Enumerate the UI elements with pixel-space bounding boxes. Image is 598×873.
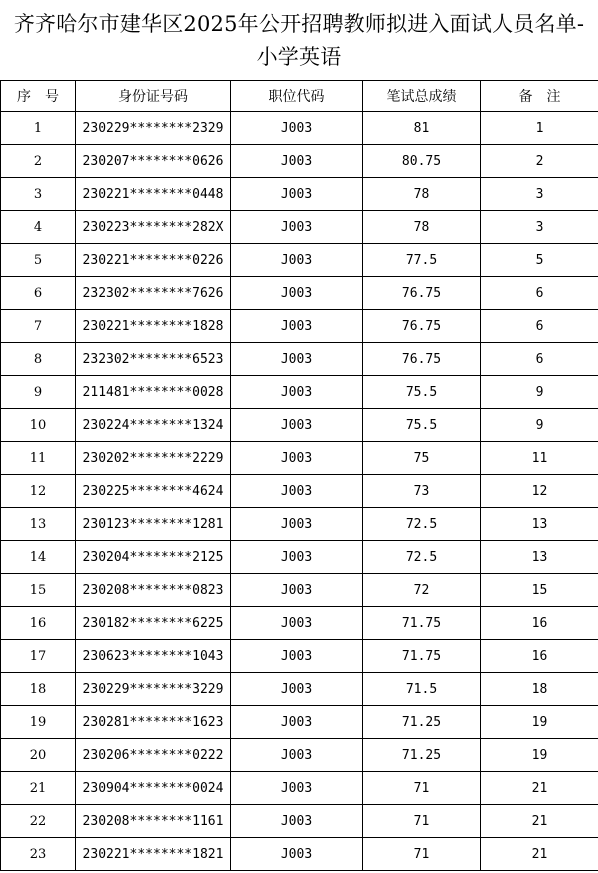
cell-seq: 6 (1, 277, 76, 310)
cell-written-score: 75 (363, 442, 481, 475)
cell-id-number: 230202********2229 (76, 442, 231, 475)
cell-remarks: 3 (481, 211, 598, 244)
cell-written-score: 71.25 (363, 739, 481, 772)
cell-remarks: 15 (481, 574, 598, 607)
document-title: 齐齐哈尔市建华区2025年公开招聘教师拟进入面试人员名单-小学英语 (13, 12, 585, 69)
cell-written-score: 78 (363, 211, 481, 244)
cell-seq: 4 (1, 211, 76, 244)
cell-seq: 16 (1, 607, 76, 640)
cell-written-score: 71 (363, 838, 481, 871)
cell-seq: 17 (1, 640, 76, 673)
cell-remarks: 6 (481, 310, 598, 343)
cell-seq: 14 (1, 541, 76, 574)
table-row (1, 706, 598, 739)
header-id-number: 身份证号码 (76, 81, 231, 112)
cell-position-code: J003 (231, 145, 363, 178)
cell-seq: 9 (1, 376, 76, 409)
cell-written-score: 71.75 (363, 607, 481, 640)
candidate-table (0, 80, 598, 871)
cell-written-score: 71 (363, 805, 481, 838)
cell-remarks: 6 (481, 277, 598, 310)
cell-position-code: J003 (231, 178, 363, 211)
cell-position-code: J003 (231, 739, 363, 772)
cell-seq: 13 (1, 508, 76, 541)
cell-remarks: 12 (481, 475, 598, 508)
header-written-score: 笔试总成绩 (363, 81, 481, 112)
cell-remarks: 6 (481, 343, 598, 376)
cell-seq: 20 (1, 739, 76, 772)
cell-id-number: 230208********0823 (76, 574, 231, 607)
cell-seq: 15 (1, 574, 76, 607)
table-row (1, 409, 598, 442)
cell-position-code: J003 (231, 673, 363, 706)
cell-written-score: 76.75 (363, 310, 481, 343)
cell-id-number: 230207********0626 (76, 145, 231, 178)
table-row (1, 805, 598, 838)
cell-position-code: J003 (231, 475, 363, 508)
cell-id-number: 232302********7626 (76, 277, 231, 310)
cell-written-score: 73 (363, 475, 481, 508)
cell-id-number: 230281********1623 (76, 706, 231, 739)
cell-position-code: J003 (231, 508, 363, 541)
cell-id-number: 230229********2329 (76, 112, 231, 145)
table-row (1, 673, 598, 706)
cell-remarks: 11 (481, 442, 598, 475)
cell-written-score: 81 (363, 112, 481, 145)
cell-id-number: 230206********0222 (76, 739, 231, 772)
cell-id-number: 230123********1281 (76, 508, 231, 541)
cell-remarks: 21 (481, 805, 598, 838)
cell-remarks: 16 (481, 607, 598, 640)
header-position-code: 职位代码 (231, 81, 363, 112)
table-row (1, 574, 598, 607)
cell-written-score: 71 (363, 772, 481, 805)
cell-written-score: 72.5 (363, 541, 481, 574)
table-row (1, 178, 598, 211)
cell-written-score: 76.75 (363, 343, 481, 376)
table-row (1, 739, 598, 772)
cell-seq: 21 (1, 772, 76, 805)
cell-position-code: J003 (231, 211, 363, 244)
header-seq: 序 号 (1, 81, 76, 112)
cell-seq: 10 (1, 409, 76, 442)
cell-remarks: 9 (481, 376, 598, 409)
cell-remarks: 21 (481, 838, 598, 871)
cell-seq: 2 (1, 145, 76, 178)
table-row (1, 310, 598, 343)
cell-seq: 19 (1, 706, 76, 739)
cell-seq: 18 (1, 673, 76, 706)
table-row (1, 607, 598, 640)
table-row (1, 475, 598, 508)
cell-id-number: 230904********0024 (76, 772, 231, 805)
cell-remarks: 13 (481, 541, 598, 574)
cell-remarks: 21 (481, 772, 598, 805)
cell-position-code: J003 (231, 244, 363, 277)
cell-remarks: 16 (481, 640, 598, 673)
cell-seq: 5 (1, 244, 76, 277)
cell-position-code: J003 (231, 409, 363, 442)
cell-written-score: 71.5 (363, 673, 481, 706)
cell-id-number: 230229********3229 (76, 673, 231, 706)
cell-written-score: 78 (363, 178, 481, 211)
cell-seq: 11 (1, 442, 76, 475)
cell-position-code: J003 (231, 541, 363, 574)
cell-id-number: 230182********6225 (76, 607, 231, 640)
cell-remarks: 19 (481, 706, 598, 739)
table-row (1, 442, 598, 475)
cell-id-number: 230623********1043 (76, 640, 231, 673)
cell-written-score: 72 (363, 574, 481, 607)
table-row (1, 640, 598, 673)
table-row (1, 244, 598, 277)
cell-seq: 22 (1, 805, 76, 838)
cell-position-code: J003 (231, 310, 363, 343)
table-row (1, 508, 598, 541)
cell-position-code: J003 (231, 574, 363, 607)
cell-written-score: 71.75 (363, 640, 481, 673)
cell-remarks: 3 (481, 178, 598, 211)
cell-remarks: 9 (481, 409, 598, 442)
cell-position-code: J003 (231, 805, 363, 838)
cell-id-number: 230221********1828 (76, 310, 231, 343)
table-body (1, 112, 598, 871)
cell-seq: 8 (1, 343, 76, 376)
cell-id-number: 230223********282X (76, 211, 231, 244)
cell-remarks: 5 (481, 244, 598, 277)
cell-written-score: 77.5 (363, 244, 481, 277)
table-row (1, 112, 598, 145)
cell-position-code: J003 (231, 343, 363, 376)
cell-id-number: 211481********0028 (76, 376, 231, 409)
cell-written-score: 76.75 (363, 277, 481, 310)
table-row (1, 277, 598, 310)
cell-position-code: J003 (231, 442, 363, 475)
cell-written-score: 72.5 (363, 508, 481, 541)
cell-written-score: 71.25 (363, 706, 481, 739)
table-row (1, 772, 598, 805)
cell-id-number: 230224********1324 (76, 409, 231, 442)
cell-seq: 3 (1, 178, 76, 211)
table-row (1, 145, 598, 178)
cell-seq: 7 (1, 310, 76, 343)
cell-id-number: 230204********2125 (76, 541, 231, 574)
cell-remarks: 18 (481, 673, 598, 706)
cell-seq: 23 (1, 838, 76, 871)
cell-written-score: 75.5 (363, 409, 481, 442)
table-row (1, 211, 598, 244)
cell-remarks: 19 (481, 739, 598, 772)
cell-position-code: J003 (231, 112, 363, 145)
cell-position-code: J003 (231, 838, 363, 871)
cell-remarks: 2 (481, 145, 598, 178)
cell-seq: 12 (1, 475, 76, 508)
cell-id-number: 230221********0226 (76, 244, 231, 277)
cell-id-number: 230225********4624 (76, 475, 231, 508)
cell-seq: 1 (1, 112, 76, 145)
table-header-row (1, 81, 598, 112)
cell-id-number: 230221********0448 (76, 178, 231, 211)
cell-id-number: 230221********1821 (76, 838, 231, 871)
table-row (1, 343, 598, 376)
cell-position-code: J003 (231, 376, 363, 409)
cell-remarks: 1 (481, 112, 598, 145)
cell-position-code: J003 (231, 706, 363, 739)
cell-written-score: 80.75 (363, 145, 481, 178)
table-row (1, 376, 598, 409)
header-remarks: 备 注 (481, 81, 598, 112)
cell-written-score: 75.5 (363, 376, 481, 409)
cell-position-code: J003 (231, 277, 363, 310)
table-row (1, 838, 598, 871)
cell-position-code: J003 (231, 607, 363, 640)
cell-position-code: J003 (231, 640, 363, 673)
table-row (1, 541, 598, 574)
cell-id-number: 232302********6523 (76, 343, 231, 376)
cell-remarks: 13 (481, 508, 598, 541)
cell-id-number: 230208********1161 (76, 805, 231, 838)
cell-position-code: J003 (231, 772, 363, 805)
